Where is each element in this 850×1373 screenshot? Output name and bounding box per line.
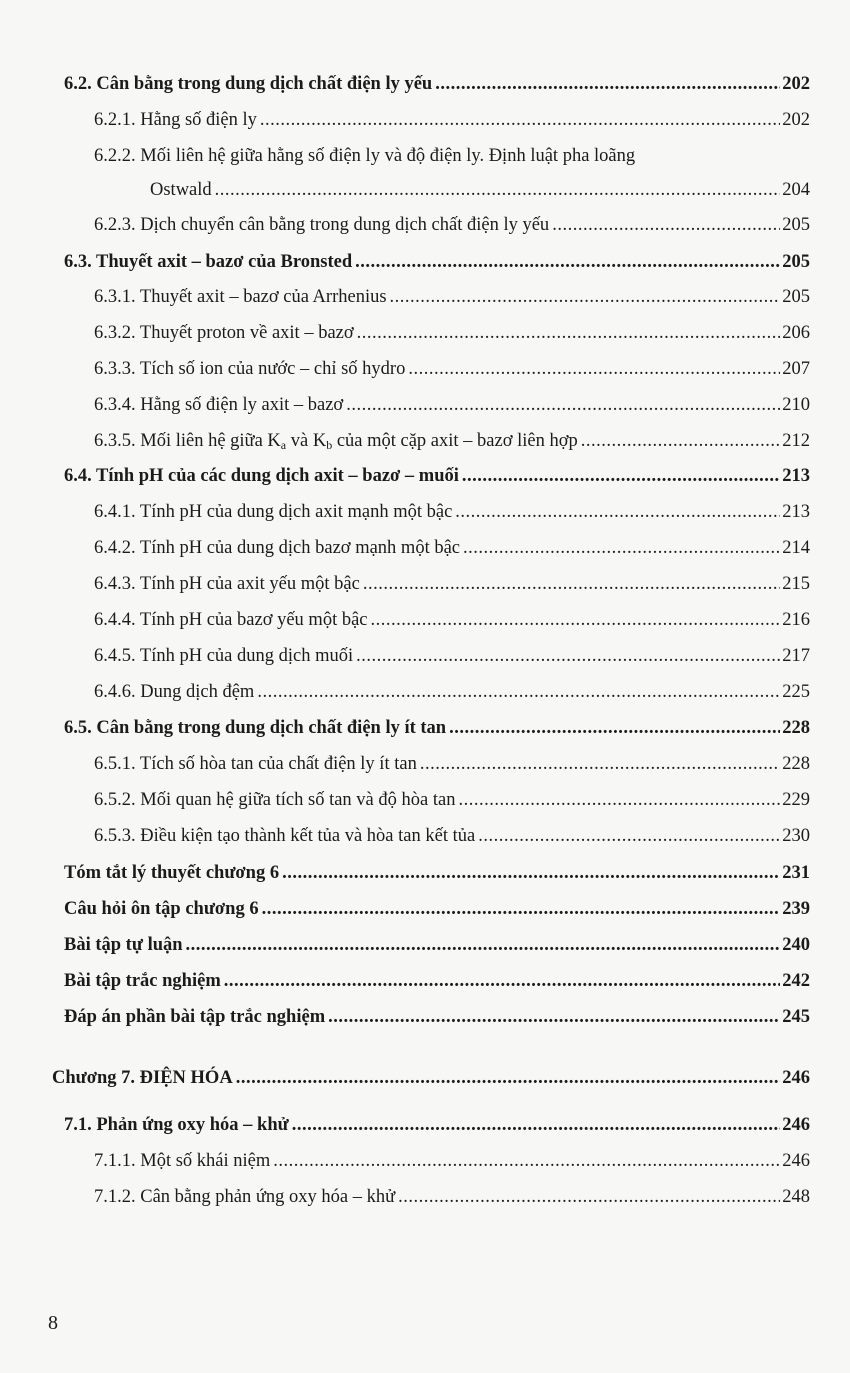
toc-page-number: 242 bbox=[782, 971, 810, 991]
dot-leader bbox=[371, 608, 781, 632]
toc-number: 6.5.2. bbox=[94, 790, 136, 810]
dot-leader bbox=[262, 897, 781, 921]
dot-leader bbox=[282, 861, 780, 885]
toc-page-number: 217 bbox=[782, 646, 810, 666]
toc-title: Hằng số điện ly bbox=[140, 110, 257, 130]
toc-title: Bài tập tự luận bbox=[64, 935, 183, 955]
toc-title: Tính pH của dung dịch muối bbox=[139, 646, 354, 666]
toc-number: 6.2. bbox=[64, 74, 92, 94]
dot-leader bbox=[328, 1005, 780, 1029]
toc-title: Mối quan hệ giữa tích số tan và độ hòa tan bbox=[140, 790, 456, 810]
toc-number: 6.4. bbox=[64, 466, 92, 486]
toc-entry-6-3-2 bbox=[94, 321, 810, 345]
dot-leader bbox=[292, 1113, 781, 1137]
toc-page-number: 205 bbox=[782, 215, 810, 235]
toc-entry-6-4-5 bbox=[94, 644, 810, 668]
toc-page-number: 246 bbox=[782, 1068, 810, 1088]
toc-number: 7.1.1. bbox=[94, 1151, 136, 1171]
toc-page-number: 239 bbox=[782, 899, 810, 919]
dot-leader bbox=[346, 393, 780, 417]
toc-number: 6.4.1. bbox=[94, 502, 136, 522]
toc-title: Mối liên hệ giữa $K_a$ và $K_b$ của một cặp axit – bazơ liên hợp bbox=[140, 431, 578, 452]
toc-title: Bài tập trắc nghiệm bbox=[64, 971, 221, 991]
toc-page-number: 212 bbox=[782, 431, 810, 451]
toc-title: Tính pH của bazơ yếu một bậc bbox=[139, 610, 368, 630]
toc-number: 6.4.5. bbox=[94, 646, 136, 666]
toc-entry-6-5-1 bbox=[94, 752, 810, 776]
toc-entry-6-2-3 bbox=[94, 213, 810, 237]
toc-title: Dung dịch đệm bbox=[140, 682, 255, 702]
page-number: 8 bbox=[48, 1312, 58, 1334]
toc-entry-6-3-3 bbox=[94, 357, 810, 381]
toc-title: Đáp án phần bài tập trắc nghiệm bbox=[64, 1007, 326, 1027]
toc-title: Tích số ion của nước – chỉ số hydro bbox=[139, 359, 406, 379]
toc-number: 6.2.2. bbox=[94, 146, 136, 166]
toc-title: Tích số hòa tan của chất điện ly ít tan bbox=[139, 754, 417, 774]
toc-page-number: 205 bbox=[782, 252, 810, 272]
toc-number: 6.4.4. bbox=[94, 610, 136, 630]
dot-leader bbox=[273, 1149, 780, 1173]
dot-leader bbox=[449, 716, 780, 740]
dot-leader bbox=[363, 572, 780, 596]
toc-title: Cân bằng phản ứng oxy hóa – khử bbox=[140, 1187, 396, 1207]
toc-page-number: 210 bbox=[782, 395, 810, 415]
toc-entry-essay-exercises bbox=[64, 933, 810, 957]
toc-title: Câu hỏi ôn tập chương 6 bbox=[64, 899, 259, 919]
dot-leader bbox=[581, 429, 780, 453]
dot-leader bbox=[455, 500, 780, 524]
toc-number: 6.4.3. bbox=[94, 574, 136, 594]
toc-entry-6-4-6 bbox=[94, 680, 810, 704]
toc-number: 6.3.2. bbox=[94, 323, 136, 343]
toc-title: Tính pH của dung dịch axit mạnh một bậc bbox=[139, 502, 453, 522]
toc-title: Cân bằng trong dung dịch chất điện ly yếu bbox=[96, 74, 433, 94]
toc-title: Chương 7. ĐIỆN HÓA bbox=[52, 1068, 233, 1088]
toc-page-number: 206 bbox=[782, 323, 810, 343]
toc-page-number: 215 bbox=[782, 574, 810, 594]
toc-page-number: 213 bbox=[782, 502, 810, 522]
toc-entry-summary bbox=[64, 861, 810, 885]
toc-number: 6.3.3. bbox=[94, 359, 136, 379]
toc-entry-6-5 bbox=[64, 716, 810, 740]
toc-number: 6.3.5. bbox=[94, 431, 136, 451]
toc-title: Điều kiện tạo thành kết tủa và hòa tan kết tủa bbox=[140, 826, 476, 846]
dot-leader bbox=[398, 1185, 780, 1209]
toc-title: Ostwald bbox=[150, 180, 212, 200]
toc-title: Cân bằng trong dung dịch chất điện ly ít tan bbox=[96, 718, 447, 738]
toc-page-number: 228 bbox=[782, 718, 810, 738]
dot-leader bbox=[420, 752, 780, 776]
toc-number: 6.3. bbox=[64, 252, 92, 272]
toc-number: 7.1. bbox=[64, 1115, 92, 1135]
toc-page-number: 202 bbox=[782, 110, 810, 130]
toc-title: Dịch chuyển cân bằng trong dung dịch chất điện ly yếu bbox=[140, 215, 550, 235]
toc-page-number: 225 bbox=[782, 682, 810, 702]
toc-page-number: 240 bbox=[782, 935, 810, 955]
toc-entry-7-1-1 bbox=[94, 1149, 810, 1173]
toc-entry-6-2-1 bbox=[94, 108, 810, 132]
toc-entry-review-questions bbox=[64, 897, 810, 921]
toc-page-number: 230 bbox=[782, 826, 810, 846]
dot-leader bbox=[390, 285, 781, 309]
toc-page-number: 229 bbox=[782, 790, 810, 810]
dot-leader bbox=[224, 969, 781, 993]
toc-entry-6-4-3 bbox=[94, 572, 810, 596]
toc-title: Hằng số điện ly axit – bazơ bbox=[140, 395, 344, 415]
toc-page-number: 216 bbox=[782, 610, 810, 630]
toc-entry-6-4-4 bbox=[94, 608, 810, 632]
dot-leader bbox=[552, 213, 780, 237]
toc-number: 7.1.2. bbox=[94, 1187, 136, 1207]
dot-leader bbox=[408, 357, 780, 381]
toc-page-number: 204 bbox=[782, 180, 810, 200]
toc-page-number: 214 bbox=[782, 538, 810, 558]
toc-number: 6.2.3. bbox=[94, 215, 136, 235]
toc-entry-6-2 bbox=[64, 72, 810, 96]
dot-leader bbox=[435, 72, 780, 96]
toc-title: Một số khái niệm bbox=[140, 1151, 271, 1171]
toc-title: Tính pH của các dung dịch axit – bazơ – muối bbox=[96, 466, 459, 486]
toc-page-number: 245 bbox=[782, 1007, 810, 1027]
dot-leader bbox=[463, 536, 780, 560]
toc-page-number: 202 bbox=[782, 74, 810, 94]
toc-title: Phản ứng oxy hóa – khử bbox=[96, 1115, 289, 1135]
dot-leader bbox=[260, 108, 780, 132]
dot-leader bbox=[458, 788, 780, 812]
dot-leader bbox=[356, 644, 780, 668]
toc-number: 6.3.4. bbox=[94, 395, 136, 415]
toc-entry-6-3 bbox=[64, 250, 810, 274]
dot-leader bbox=[355, 250, 780, 274]
toc-title: Thuyết axit – bazơ của Bronsted bbox=[96, 252, 353, 272]
toc-entry-mcq-answers bbox=[64, 1005, 810, 1029]
toc-entry-chapter-7 bbox=[52, 1066, 810, 1090]
dot-leader bbox=[462, 464, 780, 488]
toc-page-number: 205 bbox=[782, 287, 810, 307]
toc-page-number: 248 bbox=[782, 1187, 810, 1207]
toc-entry-6-3-4 bbox=[94, 393, 810, 417]
toc-number: 6.5. bbox=[64, 718, 92, 738]
toc-entry-7-1 bbox=[64, 1113, 810, 1137]
toc-entry-6-4-1 bbox=[94, 500, 810, 524]
toc-title: Tính pH của dung dịch bazơ mạnh một bậc bbox=[139, 538, 461, 558]
toc-title: Tóm tắt lý thuyết chương 6 bbox=[64, 863, 280, 883]
dot-leader bbox=[186, 933, 781, 957]
toc-page-number: 213 bbox=[782, 466, 810, 486]
toc-title: Mối liên hệ giữa hằng số điện ly và độ điện ly. Định luật pha loãng bbox=[140, 146, 636, 166]
toc-entry-6-2-2-line2 bbox=[150, 178, 810, 202]
dot-leader bbox=[478, 824, 780, 848]
toc-number: 6.2.1. bbox=[94, 110, 136, 130]
toc-entry-6-5-2 bbox=[94, 788, 810, 812]
toc-entry-6-3-1 bbox=[94, 285, 810, 309]
toc-page-number: 228 bbox=[782, 754, 810, 774]
toc-number: 6.4.2. bbox=[94, 538, 136, 558]
dot-leader bbox=[357, 321, 781, 345]
toc-entry-6-3-5 bbox=[94, 429, 810, 453]
dot-leader bbox=[236, 1066, 781, 1090]
toc-entry-6-4 bbox=[64, 464, 810, 488]
toc-entry-mcq-exercises bbox=[64, 969, 810, 993]
toc-title: Thuyết axit – bazơ của Arrhenius bbox=[139, 287, 387, 307]
toc-title: Thuyết proton về axit – bazơ bbox=[139, 323, 354, 343]
dot-leader bbox=[257, 680, 780, 704]
toc-entry-7-1-2 bbox=[94, 1185, 810, 1209]
toc-page-number: 246 bbox=[782, 1151, 810, 1171]
toc-entry-6-4-2 bbox=[94, 536, 810, 560]
toc-page-number: 231 bbox=[782, 863, 810, 883]
dot-leader bbox=[215, 178, 781, 202]
toc-entry-6-2-2-line1 bbox=[94, 144, 635, 168]
toc-number: 6.4.6. bbox=[94, 682, 136, 702]
toc-number: 6.3.1. bbox=[94, 287, 136, 307]
toc-number: 6.5.1. bbox=[94, 754, 136, 774]
toc-entry-6-5-3 bbox=[94, 824, 810, 848]
toc-page-number: 246 bbox=[782, 1115, 810, 1135]
toc-page-number: 207 bbox=[782, 359, 810, 379]
toc-number: 6.5.3. bbox=[94, 826, 136, 846]
toc-title: Tính pH của axit yếu một bậc bbox=[139, 574, 360, 594]
